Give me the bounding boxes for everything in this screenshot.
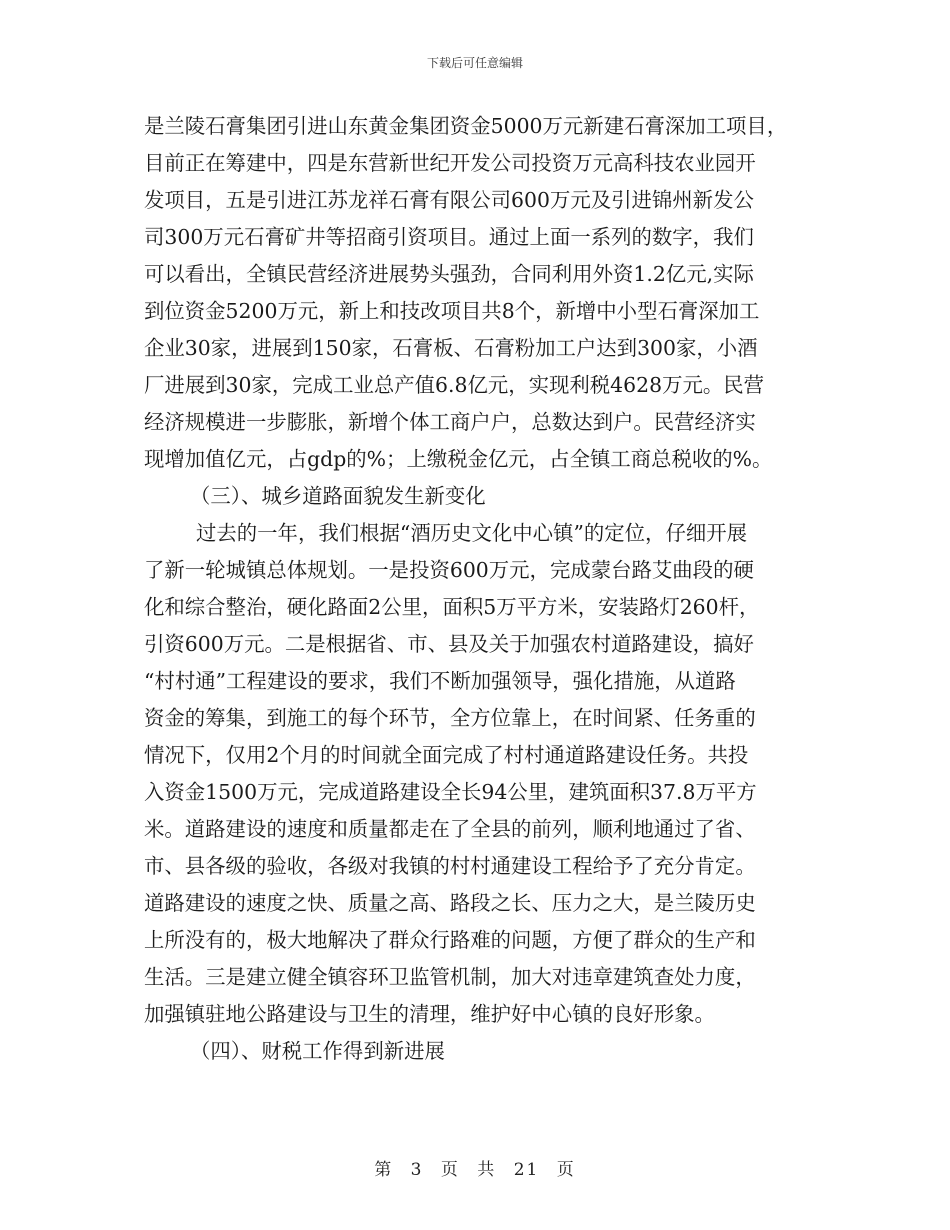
paragraph-line: 化和综合整治，硬化路面2公里，面积5万平方米，安装路灯260杆，	[144, 595, 760, 619]
paragraph-line: 道路建设的速度之快、质量之高、路段之长、压力之大，是兰陵历史	[144, 891, 756, 915]
paragraph-line: 入资金1500万元，完成道路建设全长94公里，建筑面积37.8万平方	[144, 780, 757, 804]
footer-page-label: 页	[440, 1160, 460, 1180]
document-body	[144, 108, 814, 1070]
paragraph-line: “村村通”工程建设的要求，我们不断加强领导，强化措施，从道路	[144, 669, 736, 693]
paragraph-line: 企业30家，进展到150家，石膏板、石膏粉加工户达到300家，小酒	[144, 336, 758, 360]
paragraph-line: 厂进展到30家，完成工业总产值6.8亿元，实现利税4628万元。民营	[144, 373, 765, 397]
footer-page-label: 页	[556, 1160, 576, 1180]
page-header: 下载后可任意编辑	[426, 56, 523, 70]
paragraph-line: 发项目，五是引进江苏龙祥石膏有限公司600万元及引进锦州新发公	[144, 188, 754, 212]
section-heading: （三）、城乡道路面貌发生新变化	[190, 484, 486, 508]
section-heading: （四）、财税工作得到新进展	[190, 1039, 445, 1063]
paragraph-line: 了新一轮城镇总体规划。一是投资600万元，完成蒙台路艾曲段的硬	[144, 558, 754, 582]
paragraph-line: 到位资金5200万元，新上和技改项目共8个，新增中小型石膏深加工	[144, 299, 760, 323]
paragraph-line: 目前正在筹建中，四是东营新世纪开发公司投资万元高科技农业园开	[144, 151, 756, 175]
paragraph-line: 情况下，仅用2个月的时间就全面完成了村村通道路建设任务。共投	[144, 743, 749, 767]
paragraph-line: 上所没有的，极大地解决了群众行路难的问题，方便了群众的生产和	[144, 928, 756, 952]
footer-total-pages: 21	[513, 1160, 540, 1180]
paragraph-line: 经济规模进一步膨胀，新增个体工商户户，总数达到户。民营经济实	[144, 410, 756, 434]
paragraph-line: 生活。三是建立健全镇容环卫监管机制，加大对违章建筑查处力度，	[144, 965, 756, 989]
paragraph-line: 市、县各级的验收，各级对我镇的村村通建设工程给予了充分肯定。	[144, 854, 756, 878]
footer-page-number: 3	[410, 1160, 424, 1180]
footer-total-label: 共	[477, 1160, 497, 1180]
paragraph-line: 过去的一年，我们根据“酒历史文化中心镇”的定位，仔细开展	[196, 521, 748, 545]
paragraph-line: 引资600万元。二是根据省、市、县及关于加强农村道路建设，搞好	[144, 632, 754, 656]
paragraph-line: 资金的筹集，到施工的每个环节，全方位靠上，在时间紧、任务重的	[144, 706, 756, 730]
page-footer	[0, 1155, 950, 1180]
paragraph-line: 可以看出，全镇民营经济进展势头强劲，合同利用外资1.2亿元,实际	[144, 262, 754, 286]
paragraph-line: 司300万元石膏矿井等招商引资项目。通过上面一系列的数字，我们	[144, 225, 754, 249]
footer-page-label: 第	[374, 1160, 394, 1180]
paragraph-line: 加强镇驻地公路建设与卫生的清理，维护好中心镇的良好形象。	[144, 1002, 715, 1026]
paragraph-line: 米。道路建设的速度和质量都走在了全县的前列，顺利地通过了省、	[144, 817, 756, 841]
paragraph-line: 是兰陵石膏集团引进山东黄金集团资金5000万元新建石膏深加工项目，	[144, 114, 788, 138]
paragraph-line: 现增加值亿元，占gdp的%；上缴税金亿元，占全镇工商总税收的%。	[144, 447, 773, 471]
